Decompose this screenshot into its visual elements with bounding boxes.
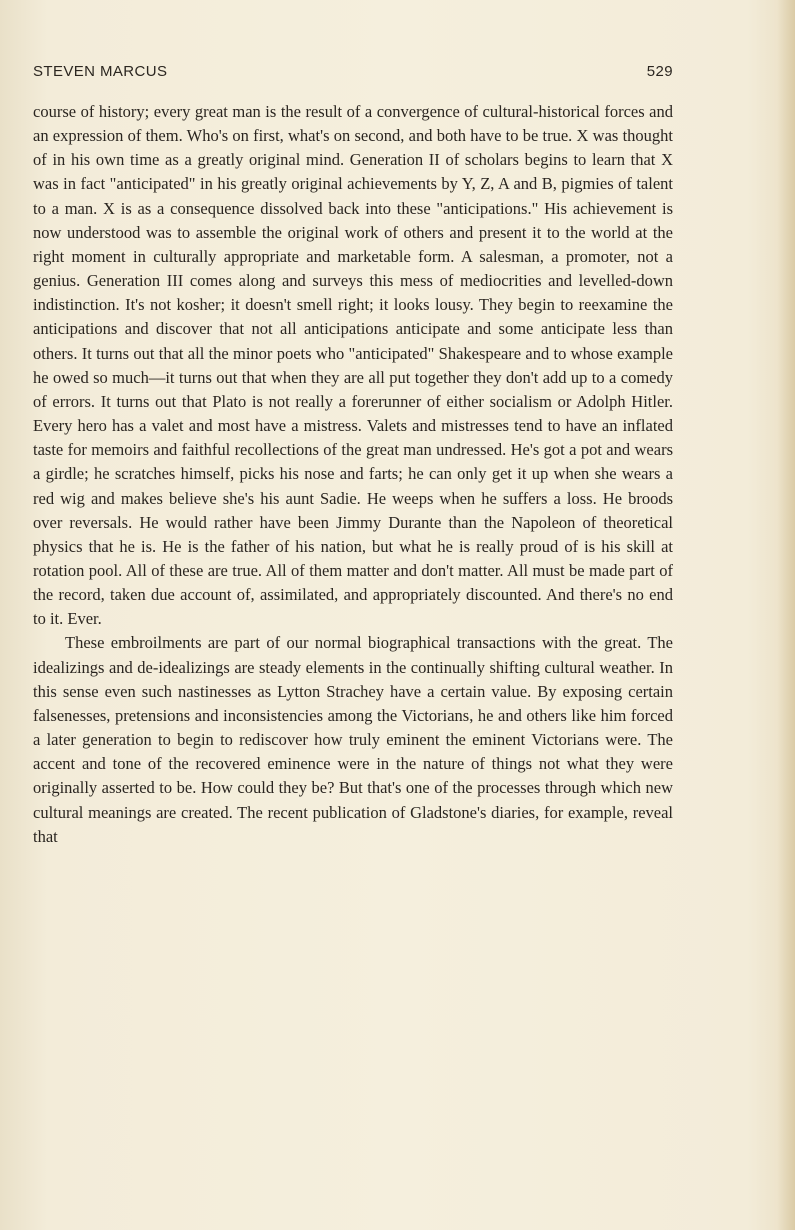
page-number: 529 (646, 63, 673, 80)
page-header (33, 63, 673, 87)
page-edge-shadow (777, 0, 795, 1230)
running-head: STEVEN MARCUS (33, 63, 168, 80)
paragraph: These embroilments are part of our normal biographical transactions with the great. The idealizings and de-idealizings are steady elements in the continually shifting cultural weather. In this sense even such nastinesses as Lytton Strachey have a certain value. By exposing certain falsenesses, pretensions and inconsistencies among the Victorians, he and others like him forced a later generation to begin to rediscover how truly eminent the eminent Victorians were. The accent and tone of the recovered eminence were in the nature of things not what they were originally asserted to be. How could they be? But that's one of the processes through which new cultural meanings are created. The recent publication of Gladstone's diaries, for example, reveal that (33, 633, 673, 846)
body-text (33, 100, 673, 849)
paragraph: course of history; every great man is the result of a convergence of cultural-historical forces and an expression of them. Who's on first, what's on second, and both have to be true. X was thought of in his own time as a greatly original mind. Generation II of scholars begins to learn that X was in fact "anticipated" in his greatly original achievements by Y, Z, A and B, pigmies of talent to a man. X is as a consequence dissolved back into these "anticipations." His achievement is now understood was to assemble the original work of others and present it to the world at the right moment in culturally appropriate and marketable form. A salesman, a promoter, not a genius. Generation III comes along and surveys this mess of mediocrities and levelled-down indistinction. It's not kosher; it doesn't smell right; it looks lousy. They begin to reexamine the anticipations and discover that not all anticipations anticipate and some anticipate less than others. It turns out that all the minor poets who "anticipated" Shakespeare and to whose example he owed so much—it turns out that when they are all put together they don't add up to a comedy of errors. It turns out that Plato is not really a forerunner of either socialism or Adolph Hitler. Every hero has a valet and most have a mistress. Valets and mistresses tend to have an inflated taste for memoirs and faithful recollections of the great man undressed. He's got a pot and wears a girdle; he scratches himself, picks his nose and farts; he can only get it up when she wears a red wig and makes believe she's his aunt Sadie. He weeps when he suffers a loss. He broods over reversals. He would rather have been Jimmy Durante than the Napoleon of theoretical physics that he is. He is the father of his nation, but what he is really proud of is his skill at rotation pool. All of these are true. All of them matter and don't matter. All must be made part of the record, taken due account of, assimilated, and appropriately discounted. And there's no end to it. Ever. (33, 102, 673, 629)
